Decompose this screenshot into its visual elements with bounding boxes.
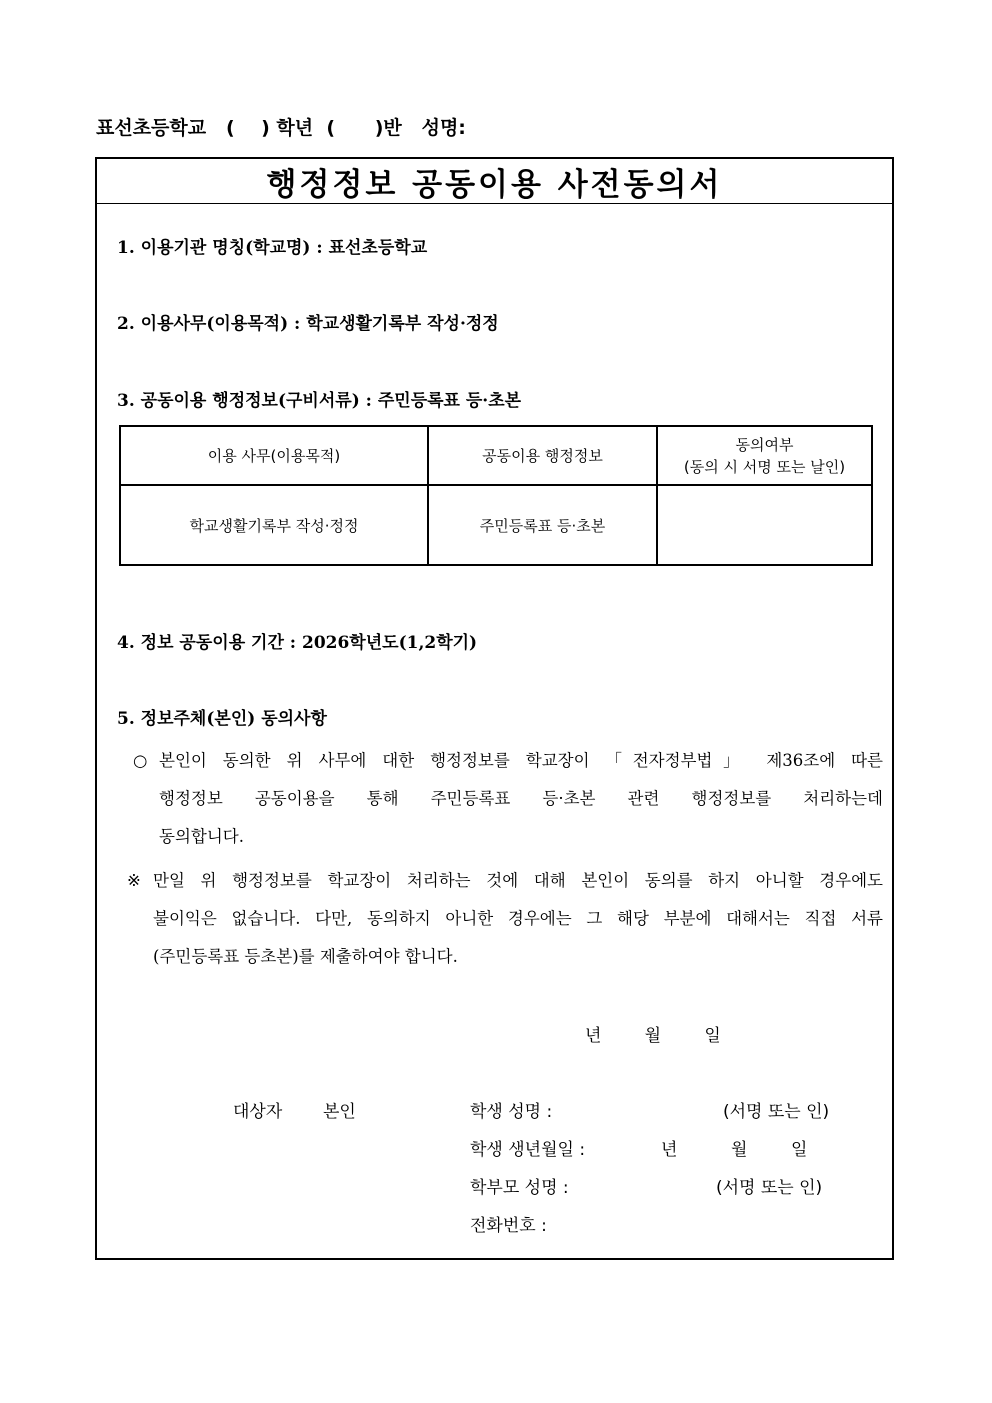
consent-line-2: 행정정보 공동이용을 통해 주민등록표 등·초본 관련 행정정보를 처리하는데 xyxy=(159,789,883,808)
student-header: 표선초등학교 ( ) 학년 ( )반 성명: xyxy=(96,117,466,139)
cell-purpose: 학교생활기록부 작성·정정 xyxy=(120,485,428,565)
notice-line-3: (주민등록표 등초본)를 제출하여야 합니다. xyxy=(153,947,458,966)
phone-label: 전화번호 : xyxy=(470,1216,547,1236)
parent-name-label: 학부모 성명 : xyxy=(470,1178,569,1198)
section-4-period: 4. 정보 공동이용 기간 : 2026학년도(1,2학기) xyxy=(117,633,478,653)
header-purpose: 이용 사무(이용목적) xyxy=(120,426,428,485)
section-1-agency: 1. 이용기관 명칭(학교명) : 표선초등학교 xyxy=(117,238,428,258)
header-admin-info: 공동이용 행정정보 xyxy=(428,426,657,485)
cell-admin-info: 주민등록표 등·초본 xyxy=(428,485,657,565)
student-name-label: 학생 성명 : xyxy=(470,1102,553,1122)
consent-table xyxy=(119,425,873,566)
parent-sign-note: (서명 또는 인) xyxy=(716,1178,823,1198)
section-5-consent: 5. 정보주체(본인) 동의사항 xyxy=(117,709,327,729)
notice-line-2: 불이익은 없습니다. 다만, 동의하지 아니한 경우에는 그 해당 부분에 대해서는 직접 서류 xyxy=(153,909,883,928)
date-month: 월 xyxy=(644,1026,662,1046)
reference-mark: ※ xyxy=(127,871,141,890)
date-day: 일 xyxy=(704,1026,721,1046)
header-consent-title: 동의여부 xyxy=(735,435,794,454)
consent-line-3: 동의합니다. xyxy=(159,827,244,846)
consent-line-1: 본인이 동의한 위 사무에 대한 행정정보를 학교장이 「전자정부법」 제36조에 따른 xyxy=(159,751,883,770)
table-row xyxy=(120,485,872,565)
section-3-info: 3. 공동이용 행정정보(구비서류) : 주민등록표 등·초본 xyxy=(117,391,522,411)
header-consent-note: (동의 시 서명 또는 날인) xyxy=(683,457,846,476)
table-header-row xyxy=(120,426,872,485)
notice-paragraph xyxy=(127,862,883,976)
birth-day: 일 xyxy=(791,1140,808,1160)
consent-form xyxy=(95,157,894,1260)
cell-consent-signature[interactable] xyxy=(657,485,872,565)
circle-bullet: ○ xyxy=(133,751,148,770)
notice-line-1: 만일 위 행정정보를 학교장이 처리하는 것에 대해 본인이 동의를 하지 아니할 경우에도 xyxy=(153,871,883,890)
consent-paragraph xyxy=(133,742,883,856)
header-consent xyxy=(657,426,872,485)
title-band xyxy=(97,159,892,204)
student-birth-label: 학생 생년월일 : xyxy=(470,1140,586,1160)
date-year: 년 xyxy=(585,1026,602,1046)
birth-year: 년 xyxy=(661,1140,678,1160)
section-2-purpose: 2. 이용사무(이용목적) : 학교생활기록부 작성·정정 xyxy=(117,314,499,334)
self-label: 본인 xyxy=(323,1102,356,1122)
student-sign-note: (서명 또는 인) xyxy=(723,1102,830,1122)
birth-month: 월 xyxy=(731,1140,748,1160)
subject-label: 대상자 xyxy=(233,1102,283,1122)
form-title: 행정정보 공동이용 사전동의서 xyxy=(266,166,723,203)
date-line xyxy=(585,1021,721,1046)
